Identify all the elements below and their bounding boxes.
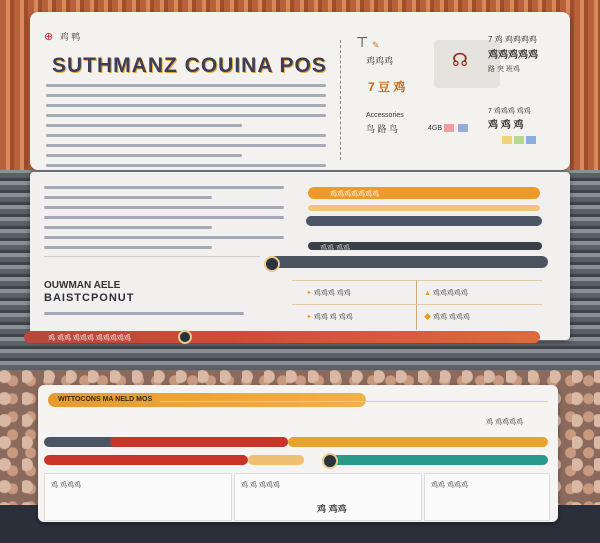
section-title: BAISTCPONUT [44,292,135,304]
color-chip [526,136,536,144]
spec-line: 7 鸡鸡鸡 鸡鸡 [488,108,531,115]
cell-label: 鸡 鸡鸡 [317,504,347,514]
divider [292,280,542,281]
divider [340,40,342,160]
schedule-header: WITTOCONS MA NELD MOS [48,393,366,407]
text-line [44,226,212,229]
text-line [46,114,326,117]
color-chip [458,124,468,132]
summary-panel [30,12,570,170]
schedule-bar-teal[interactable] [324,455,548,465]
row-item[interactable]: ◆ 鸡鸡 鸡鸡鸡 [424,314,470,321]
color-chip [502,136,512,144]
divider [416,280,417,330]
text-line [46,144,326,147]
text-line [44,186,284,189]
schedule-handle[interactable] [322,453,338,469]
text-line [44,312,244,315]
bar-label: 鸡鸡 鸡鸡 [320,245,350,252]
divider [44,256,260,257]
text-line [44,246,212,249]
timeline-text [44,186,284,256]
product-label: 鸡鸡鸡 [366,56,394,66]
text-line [46,84,326,87]
brand-label: 鸡 鸭 [59,32,81,42]
spec-line: 路 突 班鸡 [488,66,520,73]
headphones-icon: ☊ [452,50,468,70]
product-icon: ✎ [372,40,380,50]
schedule-bar-sand[interactable] [248,455,304,465]
accessories-value: 鸟 路 鸟 [366,124,399,134]
timeline-bar-slate[interactable] [306,216,542,226]
summary-text [46,84,326,184]
text-line [46,124,242,127]
bookmark-icon[interactable]: ⊤ [356,34,369,50]
bar-label: 鸡鸡鸡鸡鸡鸡鸡 [330,191,379,198]
color-chip [444,124,454,132]
cell-label: 鸡 鸡鸡鸡鸡 [486,419,523,426]
row-item[interactable]: ▲ 鸡鸡鸡鸡鸡 [424,290,468,297]
row-item[interactable]: ✦ 鸡鸡鸡 鸡鸡 [306,290,351,297]
color-chip [514,136,524,144]
text-line [46,104,326,107]
pin-icon: ✦ [306,290,312,297]
spec-heading: 鸡 鸡 鸡 [488,120,524,131]
text-line [46,94,326,97]
text-line [46,134,326,137]
schedule-cell[interactable]: 鸡 鸡鸡鸡 [44,473,232,521]
schedule-bar-red2[interactable] [44,455,248,465]
progress-handle[interactable] [178,330,192,344]
text-line [44,196,212,199]
text-line [44,206,284,209]
timeline-panel [30,172,570,340]
divider [292,304,542,305]
page-title: SUTHMANZ COUINA POS [52,54,327,77]
spec-line: 7 鸡 鸡鸡鸡鸡 [488,35,537,44]
pin-icon: ✦ [306,314,312,321]
schedule-bar-orange[interactable] [288,437,548,447]
product-price: 7 豆 鸡 [368,80,406,94]
text-line [44,216,284,219]
row-item[interactable]: ✦ 鸡鸡 鸡 鸡鸡 [306,314,353,321]
schedule-cell[interactable]: 鸡鸡 鸡鸡鸡 [424,473,550,521]
pin-icon: ◆ [424,314,431,321]
pin-icon: ▲ [424,290,431,297]
accessories-label: Accessories [366,112,404,119]
timeline-bar-light[interactable] [308,205,540,211]
swatches [502,134,538,144]
timeline-track[interactable] [270,256,548,268]
section-subtitle: OUWMAN AELE [44,280,121,291]
spec-heading: 鸡鸡鸡鸡鸡 [488,50,538,61]
progress-label: 鸡 鸡鸡 鸡鸡鸡 鸡鸡鸡鸡鸡 [48,335,131,342]
text-line [46,164,326,167]
timeline-handle[interactable] [264,256,280,272]
mini-stat: 4GB [428,124,470,132]
brand-icon: ⊕ [44,31,54,43]
schedule-cell[interactable]: 鸡 鸡 鸡鸡鸡 鸡 鸡鸡 [234,473,422,521]
schedule-bar-red[interactable] [110,437,288,447]
panel-header [44,30,80,43]
text-line [44,236,284,239]
schedule-panel [38,385,558,522]
text-line [46,154,242,157]
divider [160,401,548,402]
